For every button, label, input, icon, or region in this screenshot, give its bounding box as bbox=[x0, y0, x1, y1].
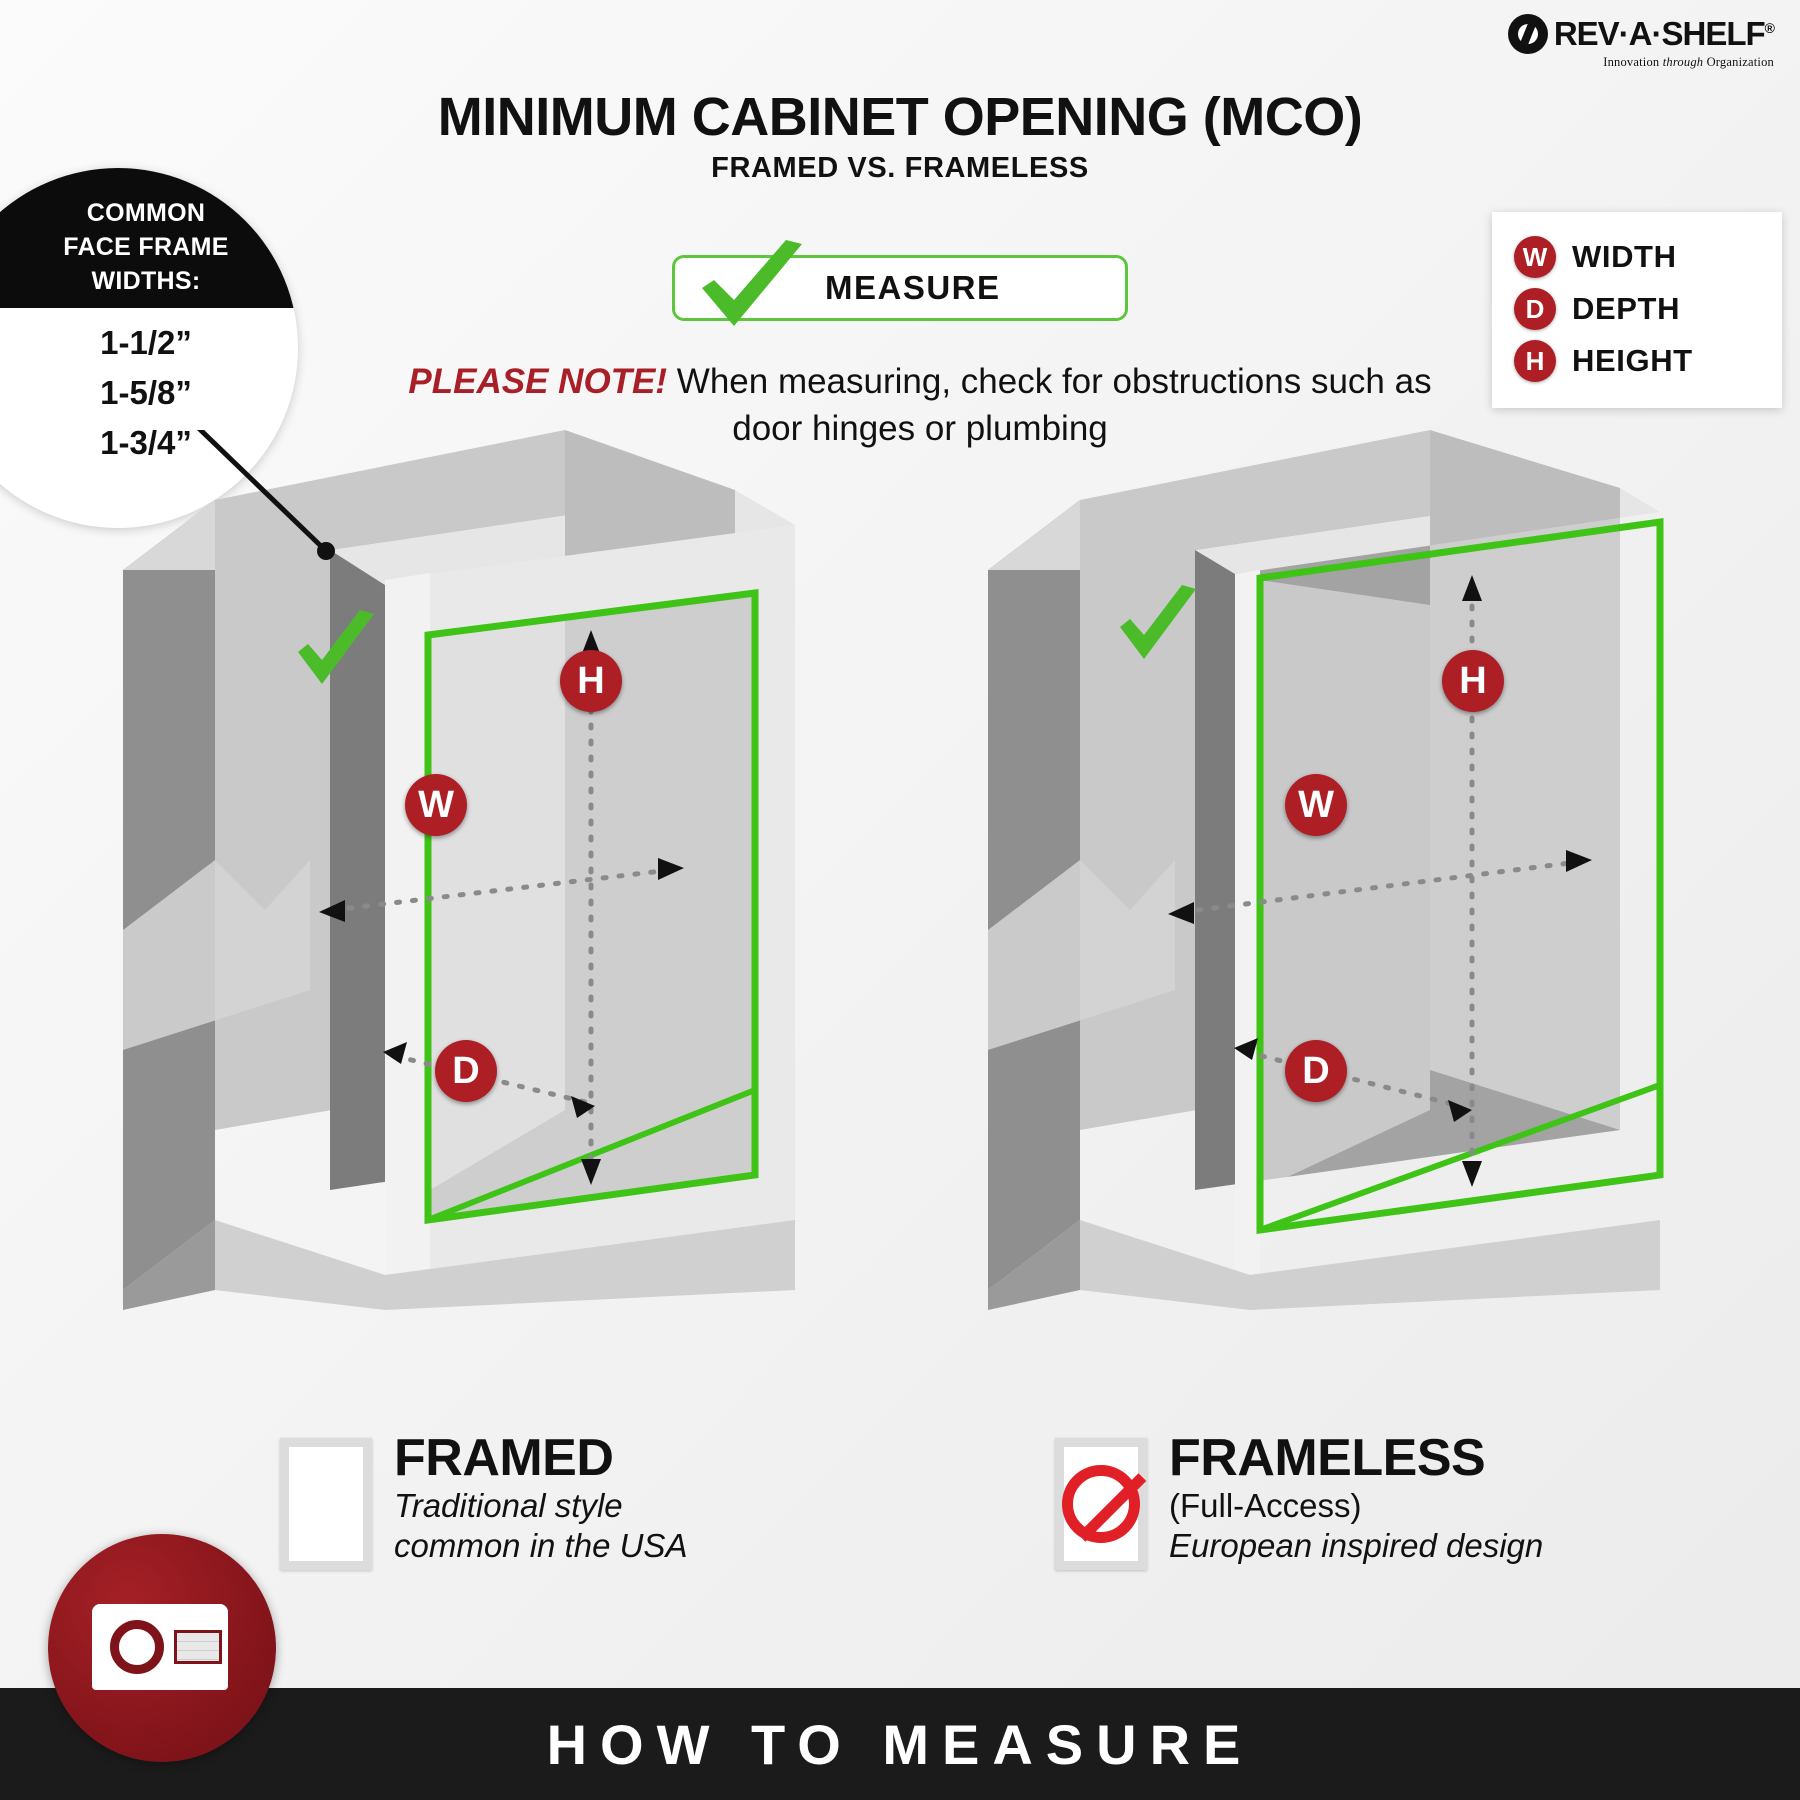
no-frame-prohibited-icon bbox=[1055, 1438, 1147, 1570]
legend-item-width bbox=[1514, 236, 1782, 278]
framed-cabinet-diagram bbox=[95, 430, 835, 1310]
registered-mark: ® bbox=[1764, 20, 1774, 36]
ffw-value: 1-5/8” bbox=[100, 374, 192, 411]
ffw-value: 1-3/4” bbox=[100, 424, 192, 461]
badge-depth-framed: D bbox=[435, 1040, 497, 1102]
badge-d: D bbox=[1514, 288, 1556, 330]
badge-height-frameless: H bbox=[1442, 650, 1504, 712]
badge-w: W bbox=[1514, 236, 1556, 278]
page-title: MINIMUM CABINET OPENING (MCO) bbox=[437, 87, 1363, 147]
framed-opening-icon bbox=[280, 1438, 372, 1570]
measure-callout bbox=[672, 255, 1128, 321]
note-text: When measuring, check for obstructions such as door hinges or plumbing bbox=[667, 362, 1432, 448]
footer-bar bbox=[0, 1688, 1800, 1800]
framed-cabinet-drawing bbox=[95, 430, 835, 1310]
rev-a-shelf-logo-icon bbox=[1508, 14, 1548, 54]
tagline-post: Organization bbox=[1706, 55, 1774, 69]
legend-label-width: WIDTH bbox=[1572, 239, 1677, 274]
frameless-cabinet-diagram bbox=[960, 430, 1700, 1310]
ffw-heading-line2: FACE FRAME bbox=[63, 233, 229, 261]
note-emphasis: PLEASE NOTE! bbox=[408, 362, 668, 401]
legend-label-depth: DEPTH bbox=[1572, 291, 1681, 326]
footer-text: HOW TO MEASURE bbox=[546, 1712, 1254, 1776]
frameless-cabinet-drawing bbox=[960, 430, 1700, 1310]
ffw-value: 1-1/2” bbox=[100, 324, 192, 361]
badge-width-framed: W bbox=[405, 774, 467, 836]
framed-sub-line1: Traditional style bbox=[394, 1487, 623, 1524]
framed-caption bbox=[280, 1430, 687, 1570]
page-subtitle: FRAMED VS. FRAMELESS bbox=[711, 152, 1089, 184]
brand-name: REV·A·SHELF® bbox=[1553, 15, 1774, 52]
frameless-sub-line1: (Full-Access) bbox=[1169, 1487, 1362, 1524]
badge-width-frameless: W bbox=[1285, 774, 1347, 836]
legend-label-height: HEIGHT bbox=[1572, 343, 1693, 378]
framed-sub-line2: common in the USA bbox=[394, 1527, 688, 1564]
tagline-pre: Innovation bbox=[1603, 55, 1660, 69]
legend-item-depth bbox=[1514, 288, 1782, 330]
tagline-mid: through bbox=[1662, 55, 1704, 69]
measure-label: MEASURE bbox=[825, 269, 1001, 306]
dimension-legend bbox=[1492, 212, 1782, 408]
badge-h: H bbox=[1514, 340, 1556, 382]
frameless-title: FRAMELESS bbox=[1169, 1429, 1486, 1487]
ffw-heading-line3: WIDTHS: bbox=[91, 267, 201, 295]
tape-measure-icon bbox=[48, 1534, 276, 1762]
brand-tagline bbox=[1484, 55, 1774, 70]
framed-title: FRAMED bbox=[394, 1429, 614, 1487]
badge-depth-frameless: D bbox=[1285, 1040, 1347, 1102]
frameless-sub-line2: European inspired design bbox=[1169, 1527, 1544, 1564]
brand-logo bbox=[1484, 14, 1774, 70]
badge-height-framed: H bbox=[560, 650, 622, 712]
ffw-heading-line1: COMMON bbox=[86, 199, 206, 227]
frameless-caption bbox=[1055, 1430, 1543, 1570]
legend-item-height bbox=[1514, 340, 1782, 382]
